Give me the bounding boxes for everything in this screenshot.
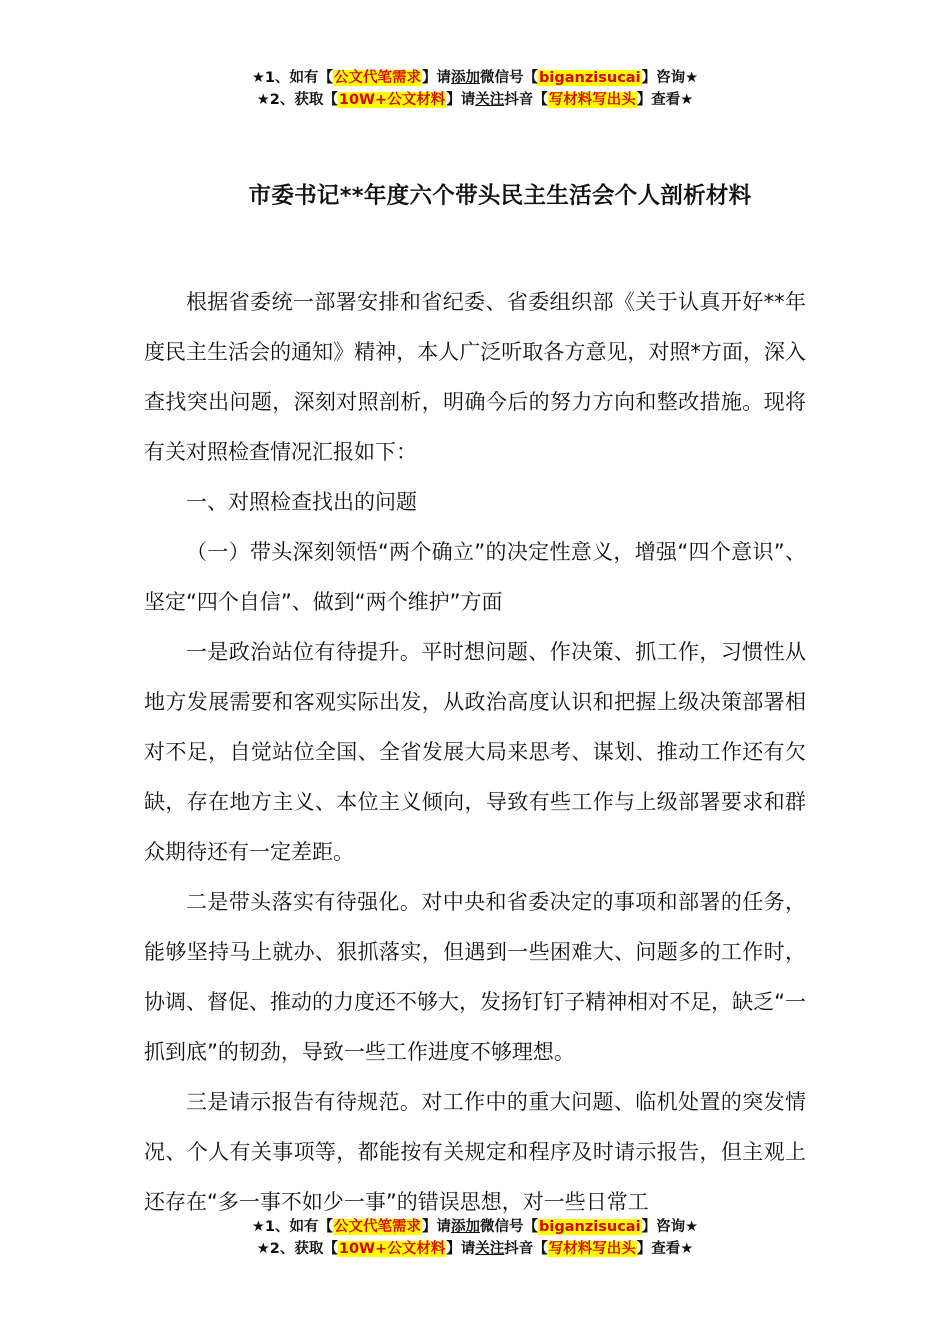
promo-text: 抖音【 — [504, 92, 548, 108]
promo-line-2 — [0, 89, 950, 111]
section-heading: 一、对照检查找出的问题 — [186, 490, 417, 514]
promo-banner-bottom — [0, 1216, 950, 1260]
document-body — [144, 277, 806, 1227]
promo-highlight: 写材料写出头 — [548, 1241, 636, 1257]
subsection-heading: （一）带头深刻领悟“两个确立”的决定性意义，增强“四个意识”、坚定“四个自信”、做到“两个维护”方面 — [144, 540, 806, 614]
promo-highlight: 公文代笔需求 — [334, 70, 422, 86]
promo-text: 】查看★ — [636, 92, 694, 108]
promo-text: 微信号【 — [480, 1219, 539, 1235]
promo-text: 】咨询★ — [641, 70, 699, 86]
promo-underlined: 关注 — [475, 92, 505, 108]
paragraph-item-2: 二是带头落实有待强化。对中央和省委决定的事项和部署的任务，能够坚持马上就办、狠抓落实，但遇到一些困难大、问题多的工作时，协调、督促、推动的力度还不够大，发扬钉钉子精神相对不足，缺乏“一抓到底”的韧劲，导致一些工作进度不够理想。 — [144, 890, 806, 1064]
promo-banner-top — [0, 67, 950, 111]
paragraph-item-3: 三是请示报告有待规范。对工作中的重大问题、临机处置的突发情况、个人有关事项等，都能按有关规定和程序及时请示报告，但主观上还存在“多一事不如少一事”的错误思想，对一些日常工 — [144, 1090, 806, 1214]
paragraph-intro: 根据省委统一部署安排和省纪委、省委组织部《关于认真开好**年度民主生活会的通知》精神，本人广泛听取各方意见，对照*方面，深入查找突出问题，深刻对照剖析，明确今后的努力方向和整改措施。现将有关对照检查情况汇报如下： — [144, 290, 806, 464]
promo-text: 】请 — [446, 1241, 476, 1257]
promo-text: ★1、如有【 — [251, 1219, 334, 1235]
promo-text: 】咨询★ — [641, 1219, 699, 1235]
promo-highlight: biganzisucai — [539, 1219, 641, 1235]
promo-text: 】请 — [422, 1219, 452, 1235]
promo-text: ★2、获取【 — [256, 92, 338, 108]
promo-text: ★1、如有【 — [251, 70, 334, 86]
promo-underlined: 添加 — [451, 1219, 481, 1235]
promo-highlight: 10W+公文材料 — [338, 1241, 446, 1257]
document-title: 市委书记**年度六个带头民主生活会个人剖析材料 — [248, 183, 752, 209]
promo-highlight: 公文代笔需求 — [334, 1219, 422, 1235]
promo-text: ★2、获取【 — [256, 1241, 338, 1257]
promo-underlined: 添加 — [451, 70, 481, 86]
promo-text: 】请 — [446, 92, 476, 108]
promo-text: 抖音【 — [504, 1241, 548, 1257]
paragraph-item-1: 一是政治站位有待提升。平时想问题、作决策、抓工作，习惯性从地方发展需要和客观实际出发，从政治高度认识和把握上级决策部署相对不足，自觉站位全国、全省发展大局来思考、谋划、推动工作还有欠缺，存在地方主义、本位主义倾向，导致有些工作与上级部署要求和群众期待还有一定差距。 — [144, 640, 806, 864]
promo-underlined: 关注 — [475, 1241, 505, 1257]
promo-line-1 — [0, 1216, 950, 1238]
promo-text: 微信号【 — [480, 70, 539, 86]
promo-line-2 — [0, 1238, 950, 1260]
promo-text: 】查看★ — [636, 1241, 694, 1257]
promo-highlight: biganzisucai — [539, 70, 641, 86]
promo-highlight: 10W+公文材料 — [338, 92, 446, 108]
promo-line-1 — [0, 67, 950, 89]
promo-text: 】请 — [422, 70, 452, 86]
promo-highlight: 写材料写出头 — [548, 92, 636, 108]
